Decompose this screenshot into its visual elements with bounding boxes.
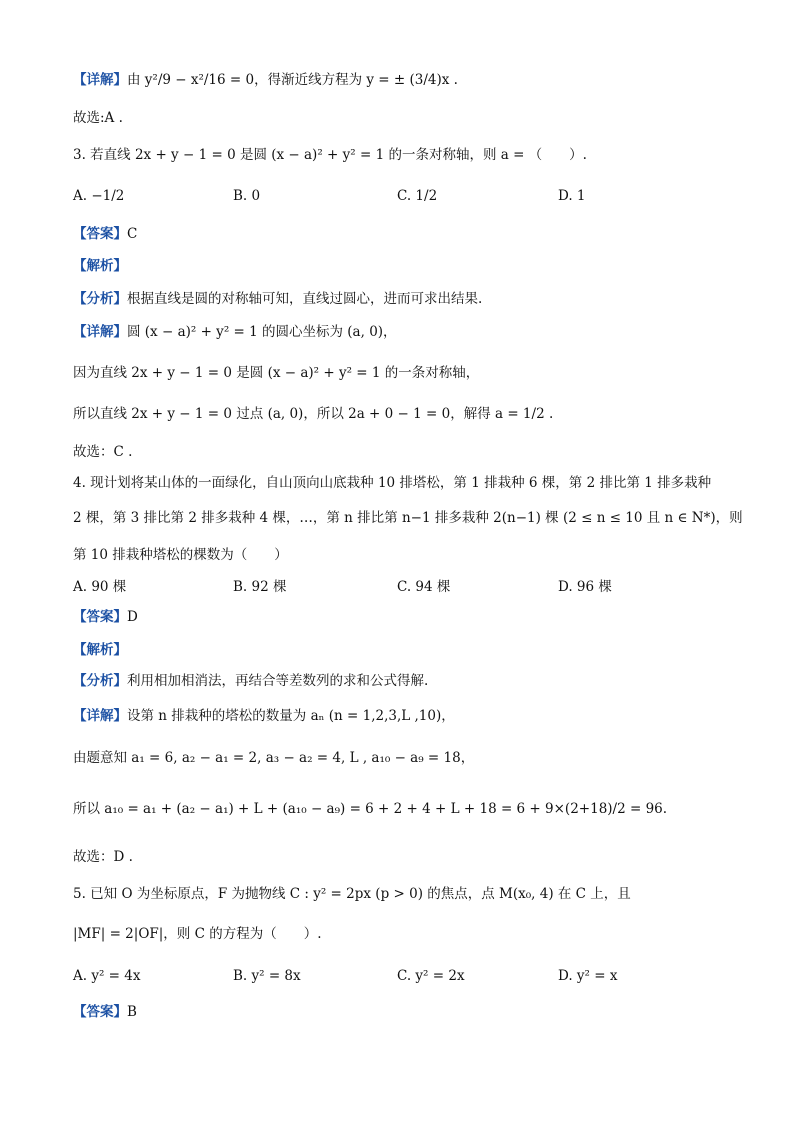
question-5-stem: 5. 已知 O 为坐标原点，F 为抛物线 C : y² = 2px (p > 0) 的焦点，点 M(x₀, 4) 在 C 上，且 (73, 886, 631, 902)
solution-line (73, 70, 458, 90)
question-5-stem: |MF| = 2|OF|，则 C 的方程为（ ）. (73, 926, 322, 942)
analysis-summary-line (73, 671, 428, 691)
question-4-stem: 4. 现计划将某山体的一面绿化，自山顶向山底栽种 10 排塔松，第 1 排栽种 6 棵，第 2 排比第 1 排多栽种 (73, 475, 712, 491)
option-d: D. y² = x (558, 968, 618, 984)
detail-line: 因为直线 2x + y − 1 = 0 是圆 (x − a)² + y² = 1 的一条对称轴， (73, 365, 480, 381)
detail-tag: 【详解】 (73, 708, 127, 724)
option-a: A. 90 棵 (73, 579, 127, 595)
answer-value: B (127, 1004, 137, 1020)
analysis-summary-line (73, 289, 482, 309)
analysis-line (73, 640, 127, 660)
option-c: C. 94 棵 (397, 579, 451, 595)
option-b: B. y² = 8x (233, 968, 301, 984)
analysis-tag: 【解析】 (73, 642, 127, 658)
detail-text: 设第 n 排栽种的塔松的数量为 aₙ (n = 1,2,3,L ,10)， (127, 708, 455, 724)
analysis-line (73, 256, 127, 276)
answer-line (73, 607, 138, 627)
answer-line (73, 224, 137, 244)
question-3-stem: 3. 若直线 2x + y − 1 = 0 是圆 (x − a)² + y² = 1 的一条对称轴，则 a = （ ）. (73, 147, 587, 163)
option-c: C. 1/2 (397, 188, 438, 204)
answer-value: C (127, 226, 138, 242)
option-a: A. −1/2 (73, 188, 125, 204)
answer-choice-line: 故选:A . (73, 110, 123, 126)
summary-tag: 【分析】 (73, 673, 127, 689)
analysis-tag: 【解析】 (73, 258, 127, 274)
detail-text: 圆 (x − a)² + y² = 1 的圆心坐标为 (a, 0)， (127, 324, 397, 340)
option-a: A. y² = 4x (73, 968, 141, 984)
answer-line (73, 1002, 137, 1022)
summary-text: 利用相加相消法，再结合等差数列的求和公式得解. (127, 673, 429, 689)
detail-line (73, 706, 455, 726)
option-d: D. 96 棵 (558, 579, 612, 595)
answer-tag: 【答案】 (73, 1004, 127, 1020)
detail-line: 所以 a₁₀ = a₁ + (a₂ − a₁) + L + (a₁₀ − a₉) = 6 + 2 + 4 + L + 18 = 6 + 9×(2+18)/2 = 96. (73, 801, 668, 817)
answer-choice-line: 故选：D . (73, 849, 133, 865)
detail-tag: 【详解】 (73, 324, 127, 340)
answer-choice-line: 故选：C . (73, 444, 133, 460)
detail-tag: 【详解】 (73, 72, 127, 88)
option-c: C. y² = 2x (397, 968, 465, 984)
question-4-stem: 第 10 排栽种塔松的棵数为（ ） (73, 547, 288, 563)
detail-line (73, 322, 397, 342)
answer-value: D (127, 609, 138, 625)
option-b: B. 92 棵 (233, 579, 287, 595)
option-d: D. 1 (558, 188, 586, 204)
answer-tag: 【答案】 (73, 609, 127, 625)
option-b: B. 0 (233, 188, 261, 204)
answer-tag: 【答案】 (73, 226, 127, 242)
solution-text: 由 y²/9 − x²/16 = 0，得渐近线方程为 y = ± (3/4)x . (127, 72, 458, 88)
question-4-stem: 2 棵，第 3 排比第 2 排多栽种 4 棵，…，第 n 排比第 n−1 排多栽种 2(n−1) 棵 (2 ≤ n ≤ 10 且 n ∈ N*)，则 (73, 510, 743, 526)
summary-text: 根据直线是圆的对称轴可知，直线过圆心，进而可求出结果. (127, 291, 483, 307)
summary-tag: 【分析】 (73, 291, 127, 307)
detail-line: 由题意知 a₁ = 6, a₂ − a₁ = 2, a₃ − a₂ = 4, L , a₁₀ − a₉ = 18， (73, 750, 475, 766)
detail-line: 所以直线 2x + y − 1 = 0 过点 (a, 0)，所以 2a + 0 − 1 = 0，解得 a = 1/2 . (73, 406, 554, 422)
